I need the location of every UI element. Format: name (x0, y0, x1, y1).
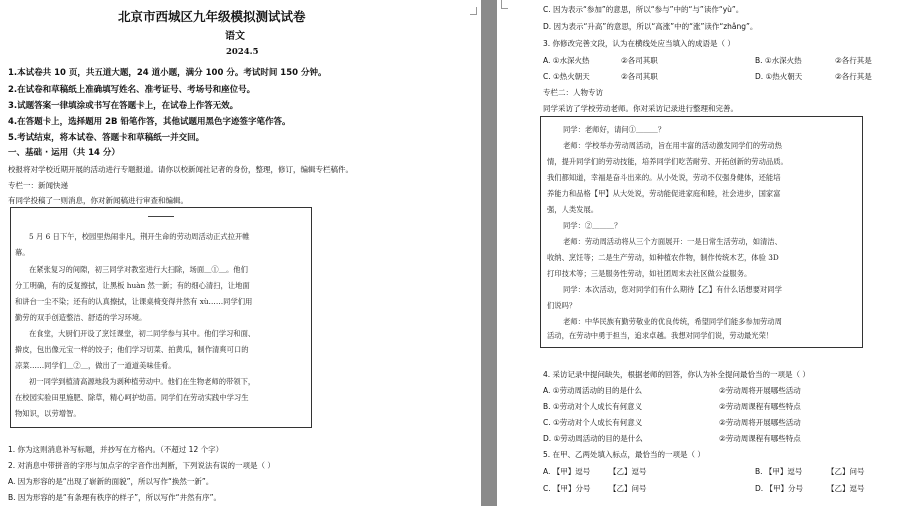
news-line: 分工明确，有的反复擦拭，让黑板 huàn 然一新；有的细心清扫，让地面 (15, 281, 250, 290)
column-2-desc: 同学采访了学校劳动老师。你对采访记录进行整理和完善。 (543, 104, 738, 113)
q4-option-a: A. ①劳动周活动的目的是什么 (543, 386, 642, 395)
q3-option-a: A. ①水深火热 (543, 56, 590, 65)
news-line: 在紧张复习的间隙，初三同学对教室进行大扫除，场面＿①＿。他们 (29, 265, 248, 274)
question-3: 3. 你修改完善文段，认为在横线处应当填入的成语是（ ） (543, 39, 735, 48)
q5-option-d-part2: 【乙】逗号 (827, 484, 865, 493)
interview-line: 同学：老师好，请问①＿＿＿？ (563, 125, 666, 134)
q5-option-a: A. 【甲】逗号 (543, 467, 591, 476)
instruction-2: 2.在试卷和草稿纸上准确填写姓名、准考证号、考场号和座位号。 (8, 85, 256, 95)
interview-line: 强，人类发展。 (547, 205, 599, 214)
column-1-title: 专栏一：新闻快递 (8, 181, 68, 190)
exam-date: 2024.5 (226, 47, 259, 57)
interview-line: 老师：劳动周活动将从三个方面展开：一是日常生活劳动，如清洁、 (563, 237, 782, 246)
page-corner-mark (476, 7, 477, 15)
q4-option-d-part2: ②劳动周课程有哪些特点 (719, 434, 801, 443)
instruction-5: 5.考试结束，将本试卷、答题卡和草稿纸一并交回。 (8, 133, 205, 143)
interview-line: 同学：本次活动，您对同学们有什么期待【乙】有什么话想要对同学 (563, 285, 782, 294)
intro-text: 校报将对学校近期开展的活动进行专题报道。请你以校新闻社记者的身份，整理，修订，编辑专栏稿件。 (8, 165, 353, 174)
q4-option-b-part2: ②劳动周课程有哪些特点 (719, 402, 801, 411)
page-corner-mark (501, 8, 508, 9)
question-2: 2. 对消息中带拼音的字形与加点字的字音作出判断，下列说法有误的一项是（ ） (8, 461, 275, 470)
news-line: 物知识，以劳增智。 (15, 409, 81, 418)
interview-line: 们说吗？ (547, 301, 577, 310)
q3-option-a-part2: ②各司其职 (621, 56, 658, 65)
news-line: 擀皮，包出像元宝一样的饺子；他们学习切菜、拍黄瓜，制作清爽可口的 (15, 345, 249, 354)
news-line: 初一同学到植清高源地段为剥种植劳动中。他们在生物老师的带领下， (29, 377, 256, 386)
interview-box (540, 116, 863, 348)
news-line: 5 月 6 日下午，校园里热闹非凡，荆开生命的劳动周活动正式拉开帷 (29, 232, 250, 241)
interview-line: 老师：中华民族有勤劳敬业的优良传统，希望同学们能多参加劳动周 (563, 317, 782, 326)
news-line: 在校园实验田里施肥、除草，精心呵护幼苗。同学们在劳动实践中学习生 (15, 393, 249, 402)
interview-line: 打印技术等；三是服务性劳动，如社团周末去社区做公益服务。 (547, 269, 752, 278)
page-gap (481, 0, 497, 506)
interview-line: 老师：学校举办劳动周活动，旨在用丰富的活动激发同学们的劳动热 (563, 141, 782, 150)
page-corner-mark (501, 0, 502, 8)
right-page (497, 0, 900, 506)
interview-line: 情，提升同学们的劳动技能，培养同学们吃苦耐劳、开拓创新的劳动品质。 (547, 157, 788, 166)
q5-option-b: B. 【甲】逗号 (755, 467, 803, 476)
instruction-3: 3.试题答案一律填涂或书写在答题卡上，在试卷上作答无效。 (8, 101, 239, 111)
question-4: 4. 采访记录中提问缺失，根据老师的回答，你认为补全提问最恰当的一项是（ ） (543, 370, 810, 379)
column-2-title: 专栏二：人物专访 (543, 88, 603, 97)
q4-option-c: C. ①劳动对个人成长有何意义 (543, 418, 643, 427)
instruction-1: 1.本试卷共 10 页，共五道大题，24 道小题，满分 100 分。考试时间 150 分钟。 (8, 68, 327, 78)
news-line: 和讲台一尘不染；还有的认真擦拭，让课桌椅变得井然有 xù……同学们用 (15, 297, 253, 306)
exam-title: 北京市西城区九年级模拟测试试卷 (118, 9, 306, 24)
q2-option-d: D. 因为表示“升高”的意思，所以“高涨”中的“涨”读作“zhǎng”。 (543, 22, 758, 31)
interview-line: 我们都知道，幸福是奋斗出来的。从小处说，劳动不仅强身健体，还能培 (547, 173, 781, 182)
q3-option-b-part2: ②各行其是 (835, 56, 872, 65)
question-2-option-a: A. 因为形容的是“出现了崭新的面貌”，所以写作“换然一新”。 (8, 477, 214, 486)
title-placeholder-line (148, 216, 174, 217)
q3-option-d-part2: ②各行其是 (835, 72, 872, 81)
q5-option-b-part2: 【乙】问号 (827, 467, 865, 476)
q4-option-c-part2: ②劳动周将开展哪些活动 (719, 418, 801, 427)
q2-option-c: C. 因为表示“参加”的意思，所以“参与”中的“与”读作“yù”。 (543, 5, 744, 14)
q5-option-a-part2: 【乙】逗号 (609, 467, 647, 476)
news-line: 勤劳的双手创造整洁、舒适的学习环境。 (15, 313, 147, 322)
q5-option-d: D. 【甲】分号 (755, 484, 804, 493)
news-line: 凉菜……同学们＿②＿，做出了一道道美味佳肴。 (15, 361, 176, 370)
q4-option-a-part2: ②劳动周将开展哪些活动 (719, 386, 801, 395)
q5-option-c-part2: 【乙】问号 (609, 484, 647, 493)
news-line: 在食堂，大厨们开设了烹饪课堂，初二同学参与其中。他们学习和面、 (29, 329, 256, 338)
instruction-4: 4.在答题卡上，选择题用 2B 铅笔作答，其他试题用黑色字迹签字笔作答。 (8, 117, 291, 127)
news-line: 幕。 (15, 248, 30, 257)
q5-option-c: C. 【甲】分号 (543, 484, 591, 493)
interview-line: 收纳、烹饪等；二是生产劳动，如种植农作物，制作传统木艺，体验 3D (547, 253, 779, 262)
q3-option-c: C. ①热火朝天 (543, 72, 590, 81)
question-2-option-b: B. 因为形容的是“有条理有秩序的样子”，所以写作“井然有序”。 (8, 493, 221, 502)
news-box (10, 207, 312, 428)
question-5: 5. 在甲、乙两处填入标点，最恰当的一项是（ ） (543, 450, 705, 459)
interview-line: 活动，在劳动中勇于担当，追求卓越。我想对同学们说，劳动最光荣！ (547, 331, 774, 340)
interview-line: 同学：②＿＿＿？ (563, 221, 622, 230)
column-1-desc: 有同学投稿了一则消息，你对新闻稿进行审查和编辑。 (8, 196, 188, 205)
q4-option-b: B. ①劳动对个人成长有何意义 (543, 402, 643, 411)
q3-option-c-part2: ②各司其职 (621, 72, 658, 81)
exam-subject: 语文 (225, 31, 245, 42)
q3-option-b: B. ①水深火热 (755, 56, 802, 65)
interview-line: 养能力和品格【甲】从大处说，劳动能促进家庭和睦，社会进步，国家富 (547, 189, 781, 198)
q3-option-d: D. ①热火朝天 (755, 72, 803, 81)
question-1: 1. 你为这则消息补写标题，并抄写在方格内。（不超过 12 个字） (8, 445, 224, 454)
section-heading: 一、基础 · 运用（共 14 分） (8, 148, 120, 158)
q4-option-d: D. ①劳动周活动的目的是什么 (543, 434, 643, 443)
